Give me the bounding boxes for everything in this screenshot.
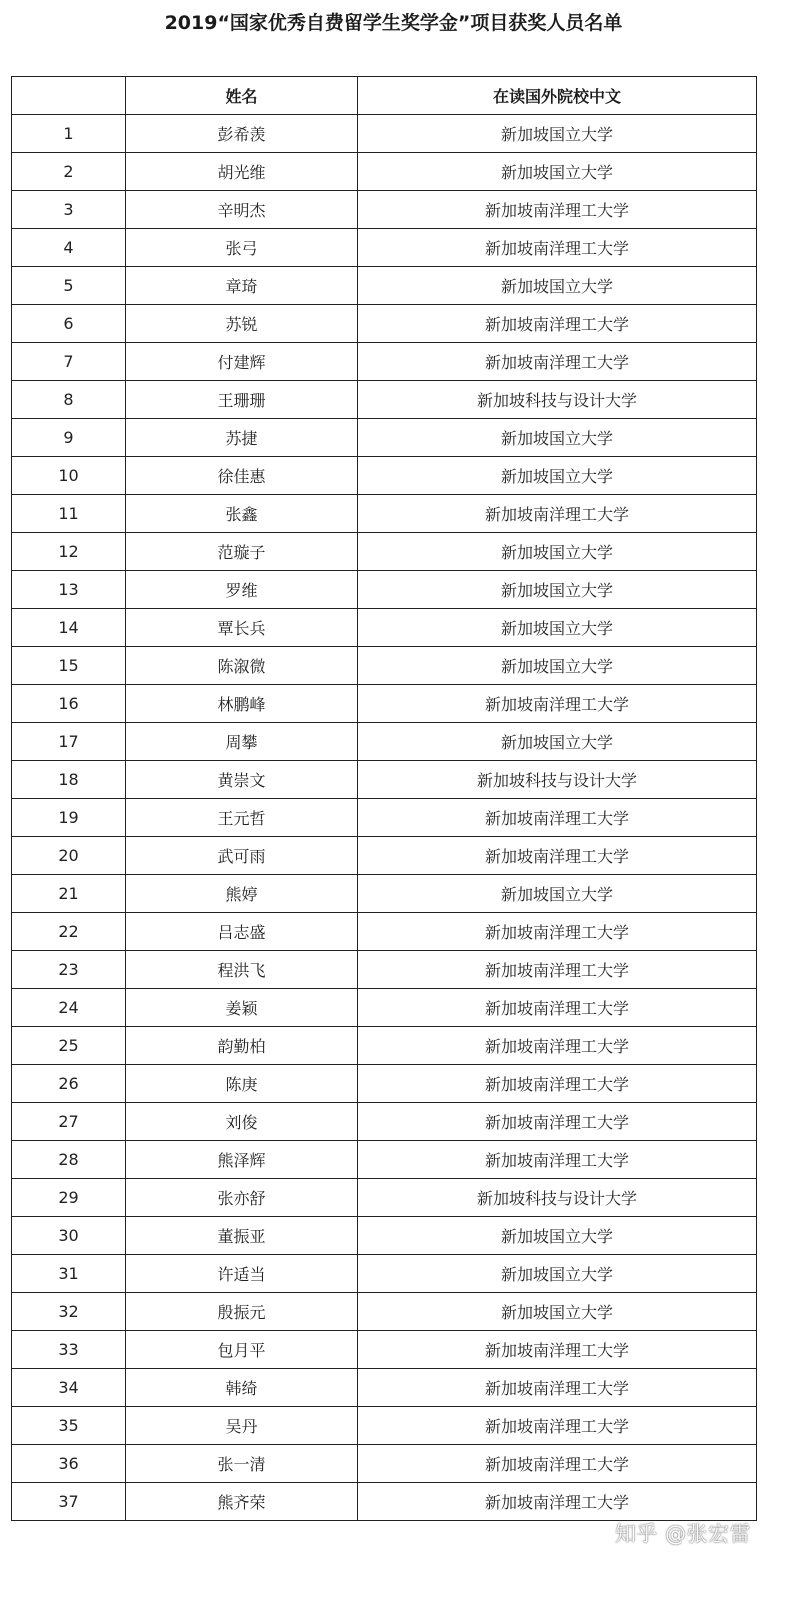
school-cell: 新加坡国立大学: [358, 153, 757, 191]
name-cell: 罗维: [126, 571, 358, 609]
school-cell: 新加坡南洋理工大学: [358, 1445, 757, 1483]
table-row: [12, 875, 757, 913]
row-number-cell: 32: [12, 1293, 126, 1331]
name-cell: 熊泽辉: [126, 1141, 358, 1179]
table-row: [12, 1293, 757, 1331]
row-number-cell: 21: [12, 875, 126, 913]
row-number-cell: 28: [12, 1141, 126, 1179]
table-row: [12, 305, 757, 343]
name-cell: 覃长兵: [126, 609, 358, 647]
name-cell: 许适当: [126, 1255, 358, 1293]
school-cell: 新加坡南洋理工大学: [358, 1065, 757, 1103]
name-cell: 武可雨: [126, 837, 358, 875]
school-cell: 新加坡国立大学: [358, 571, 757, 609]
school-cell: 新加坡国立大学: [358, 609, 757, 647]
school-cell: 新加坡南洋理工大学: [358, 305, 757, 343]
school-cell: 新加坡南洋理工大学: [358, 913, 757, 951]
table-body: [12, 115, 757, 1521]
school-cell: 新加坡南洋理工大学: [358, 1027, 757, 1065]
table-row: [12, 457, 757, 495]
school-cell: 新加坡南洋理工大学: [358, 989, 757, 1027]
watermark: 知乎 @张宏雷: [614, 1522, 751, 1546]
row-number-cell: 18: [12, 761, 126, 799]
name-cell: 王珊珊: [126, 381, 358, 419]
name-cell: 殷振元: [126, 1293, 358, 1331]
row-number-cell: 9: [12, 419, 126, 457]
table-row: [12, 761, 757, 799]
name-cell: 张鑫: [126, 495, 358, 533]
school-cell: 新加坡南洋理工大学: [358, 191, 757, 229]
table-row: [12, 1407, 757, 1445]
table-row: [12, 343, 757, 381]
school-cell: 新加坡南洋理工大学: [358, 229, 757, 267]
school-cell: 新加坡国立大学: [358, 419, 757, 457]
school-cell: 新加坡南洋理工大学: [358, 685, 757, 723]
table-row: [12, 837, 757, 875]
name-cell: 王元哲: [126, 799, 358, 837]
table-row: [12, 495, 757, 533]
table-row: [12, 267, 757, 305]
name-cell: 董振亚: [126, 1217, 358, 1255]
name-cell: 姜颖: [126, 989, 358, 1027]
row-number-cell: 31: [12, 1255, 126, 1293]
row-number-cell: 17: [12, 723, 126, 761]
table-row: [12, 1217, 757, 1255]
column-header-school: 在读国外院校中文: [358, 77, 757, 115]
row-number-cell: 37: [12, 1483, 126, 1521]
name-cell: 付建辉: [126, 343, 358, 381]
row-number-cell: 33: [12, 1331, 126, 1369]
row-number-cell: 14: [12, 609, 126, 647]
name-cell: 苏锐: [126, 305, 358, 343]
row-number-cell: 8: [12, 381, 126, 419]
name-cell: 林鹏峰: [126, 685, 358, 723]
name-cell: 熊齐荣: [126, 1483, 358, 1521]
school-cell: 新加坡国立大学: [358, 647, 757, 685]
row-number-cell: 12: [12, 533, 126, 571]
name-cell: 陈庚: [126, 1065, 358, 1103]
table-row: [12, 419, 757, 457]
school-cell: 新加坡南洋理工大学: [358, 1103, 757, 1141]
table-row: [12, 153, 757, 191]
school-cell: 新加坡国立大学: [358, 115, 757, 153]
name-cell: 吴丹: [126, 1407, 358, 1445]
row-number-cell: 27: [12, 1103, 126, 1141]
table-row: [12, 1369, 757, 1407]
table-row: [12, 1141, 757, 1179]
column-header-name: 姓名: [126, 77, 358, 115]
table-row: [12, 191, 757, 229]
table-row: [12, 609, 757, 647]
table-row: [12, 913, 757, 951]
school-cell: 新加坡南洋理工大学: [358, 343, 757, 381]
school-cell: 新加坡南洋理工大学: [358, 495, 757, 533]
name-cell: 程洪飞: [126, 951, 358, 989]
row-number-cell: 5: [12, 267, 126, 305]
row-number-cell: 34: [12, 1369, 126, 1407]
school-cell: 新加坡国立大学: [358, 267, 757, 305]
table-row: [12, 381, 757, 419]
name-cell: 章琦: [126, 267, 358, 305]
table-row: [12, 229, 757, 267]
row-number-cell: 30: [12, 1217, 126, 1255]
name-cell: 黄崇文: [126, 761, 358, 799]
row-number-cell: 22: [12, 913, 126, 951]
name-cell: 徐佳惠: [126, 457, 358, 495]
table-row: [12, 1445, 757, 1483]
awardee-table: [11, 76, 757, 1521]
school-cell: 新加坡国立大学: [358, 875, 757, 913]
row-number-cell: 29: [12, 1179, 126, 1217]
school-cell: 新加坡国立大学: [358, 533, 757, 571]
table-row: [12, 1483, 757, 1521]
name-cell: 胡光维: [126, 153, 358, 191]
table-row: [12, 723, 757, 761]
name-cell: 辛明杰: [126, 191, 358, 229]
school-cell: 新加坡南洋理工大学: [358, 799, 757, 837]
table-row: [12, 571, 757, 609]
table-row: [12, 1027, 757, 1065]
name-cell: 苏捷: [126, 419, 358, 457]
name-cell: 包月平: [126, 1331, 358, 1369]
row-number-cell: 25: [12, 1027, 126, 1065]
table-row: [12, 951, 757, 989]
school-cell: 新加坡南洋理工大学: [358, 1331, 757, 1369]
page-title: 2019“国家优秀自费留学生奖学金”项目获奖人员名单: [164, 12, 623, 34]
table-row: [12, 685, 757, 723]
school-cell: 新加坡南洋理工大学: [358, 837, 757, 875]
table-row: [12, 647, 757, 685]
row-number-cell: 19: [12, 799, 126, 837]
table-row: [12, 1065, 757, 1103]
row-number-cell: 26: [12, 1065, 126, 1103]
table-row: [12, 989, 757, 1027]
school-cell: 新加坡科技与设计大学: [358, 761, 757, 799]
row-number-cell: 7: [12, 343, 126, 381]
row-number-cell: 3: [12, 191, 126, 229]
school-cell: 新加坡国立大学: [358, 1255, 757, 1293]
name-cell: 张弓: [126, 229, 358, 267]
name-cell: 吕志盛: [126, 913, 358, 951]
row-number-cell: 36: [12, 1445, 126, 1483]
row-number-cell: 13: [12, 571, 126, 609]
school-cell: 新加坡国立大学: [358, 1293, 757, 1331]
school-cell: 新加坡国立大学: [358, 723, 757, 761]
school-cell: 新加坡南洋理工大学: [358, 1141, 757, 1179]
table-header-row: [12, 77, 757, 115]
table-row: [12, 1179, 757, 1217]
row-number-cell: 6: [12, 305, 126, 343]
name-cell: 张亦舒: [126, 1179, 358, 1217]
name-cell: 陈溆微: [126, 647, 358, 685]
row-number-cell: 4: [12, 229, 126, 267]
table-row: [12, 799, 757, 837]
row-number-cell: 16: [12, 685, 126, 723]
school-cell: 新加坡科技与设计大学: [358, 1179, 757, 1217]
column-header-number: [12, 77, 126, 115]
name-cell: 张一清: [126, 1445, 358, 1483]
name-cell: 彭希羡: [126, 115, 358, 153]
school-cell: 新加坡国立大学: [358, 457, 757, 495]
school-cell: 新加坡南洋理工大学: [358, 1369, 757, 1407]
row-number-cell: 15: [12, 647, 126, 685]
table-row: [12, 1331, 757, 1369]
row-number-cell: 24: [12, 989, 126, 1027]
row-number-cell: 10: [12, 457, 126, 495]
school-cell: 新加坡南洋理工大学: [358, 1407, 757, 1445]
table-row: [12, 1103, 757, 1141]
name-cell: 韵勤柏: [126, 1027, 358, 1065]
name-cell: 熊婷: [126, 875, 358, 913]
table-row: [12, 533, 757, 571]
row-number-cell: 23: [12, 951, 126, 989]
table-row: [12, 1255, 757, 1293]
school-cell: 新加坡科技与设计大学: [358, 381, 757, 419]
table-row: [12, 115, 757, 153]
row-number-cell: 35: [12, 1407, 126, 1445]
school-cell: 新加坡南洋理工大学: [358, 1483, 757, 1521]
school-cell: 新加坡南洋理工大学: [358, 951, 757, 989]
name-cell: 韩绮: [126, 1369, 358, 1407]
row-number-cell: 2: [12, 153, 126, 191]
row-number-cell: 11: [12, 495, 126, 533]
row-number-cell: 20: [12, 837, 126, 875]
row-number-cell: 1: [12, 115, 126, 153]
name-cell: 范璇子: [126, 533, 358, 571]
school-cell: 新加坡国立大学: [358, 1217, 757, 1255]
name-cell: 刘俊: [126, 1103, 358, 1141]
name-cell: 周攀: [126, 723, 358, 761]
